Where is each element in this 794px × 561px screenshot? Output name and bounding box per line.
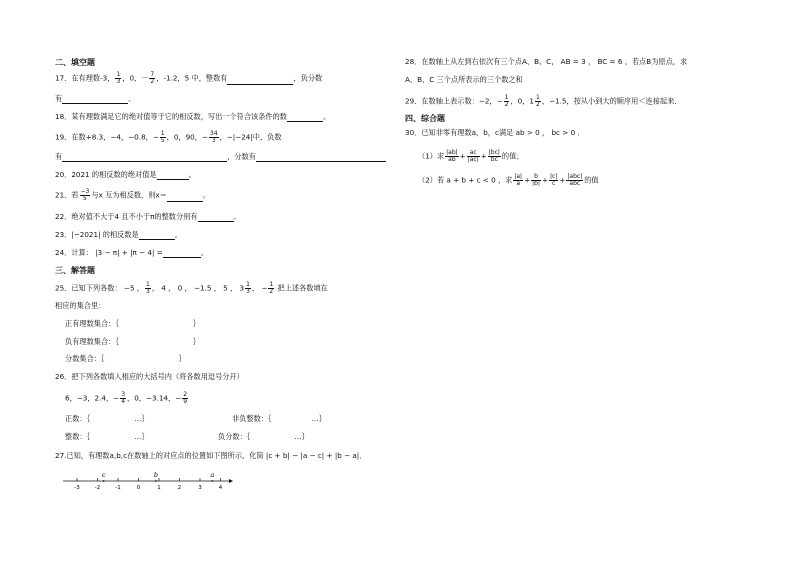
question-19: 19．在数+8.3，−4，−0.8，− $\frac{1}{5}$ ，0，90，− $\frac{34}{3}$ ，−|−24|中，负数 [55,130,282,144]
question-28-cont: A、B、C 三个点所表示的三个数之和 [405,75,523,84]
question-25-cont: 相应的集合里： [55,301,106,310]
answer-blank[interactable] [139,231,175,240]
set-negative-fractions: 负分数：｛ …｝ [218,432,309,441]
answer-blank[interactable] [167,193,203,202]
arrow-head-icon [229,479,233,483]
number-line-figure [63,470,233,492]
point-a [211,480,213,482]
question-26: 26．把下列各数填入相应的大括号内（将各数用逗号分开） [55,372,244,381]
answer-blank[interactable] [62,95,128,104]
set-nonneg-integers: 非负整数：｛ …｝ [232,414,326,423]
answer-blank[interactable] [287,113,323,122]
axis-tick-label: -3 [74,485,80,491]
question-23: 23．|−2021| 的相反数是 。 [55,230,182,239]
axis-tick-label: -1 [115,485,121,491]
question-30-part1: （1）求 $\frac{|ab|}{ab}$ + $\frac{ac}{|ac|}$ + $\frac{|bc|}{bc}$ 的值； [418,149,524,163]
answer-blank[interactable] [163,249,201,258]
question-20: 20．2021 的相反数的绝对值是 。 [55,170,196,179]
answer-blank[interactable] [256,153,386,162]
question-17: 17．在有理数-3， $\frac{1}{3}$ ，0，－ $\frac{7}{2}$ ，-1.2，5 中，整数有 ，负分数 [55,71,323,85]
axis-tick-label: 1 [157,485,161,491]
point-label-a: a [210,471,215,479]
question-24: 24．计算： |3 − π| + |π − 4| = 。 [55,248,208,257]
axis-tick-label: 4 [218,485,223,491]
question-27: 27.已知，有理数a,b,c在数轴上的对应点的位置如下图所示，化简 |c + b| − |a − c| + |b − a|． [55,451,367,460]
axis-tick-label: 0 [136,485,141,491]
point-label-c: c [101,471,106,479]
section-solve-title: 三、解答题 [55,266,95,275]
set-fraction: 分数集合：｛ ｝ [65,354,186,363]
point-b [155,480,157,482]
question-30-part2: （2）若 a + b + c < 0 ，求 $\frac{|a|}{a}$ + $\frac{b}{|b|}$ + $\frac{|c|}{c}$ + $\frac{\text{|abc|}}{\text{abc}}$ 的值 [418,173,599,187]
question-17-cont: 有 。 [55,94,136,103]
question-30: 30．已知非零有理数a，b，c满足 ab > 0 ， bc > 0 ． [405,128,585,137]
axis-tick-label: 2 [177,485,182,491]
answer-blank[interactable] [157,171,189,180]
set-positive-numbers: 正数：｛ …｝ [65,414,149,423]
question-18: 18．某有理数满足它的绝对值等于它的相反数，写出一个符合该条件的数 。 [55,112,331,121]
question-19-cont: 有 ，分数有 [55,152,386,162]
question-29: 29．在数轴上表示数：−2，− $\frac{1}{2}$ ，0，1 $\frac{1}{2}$ ，−1.5，按从小到大的顺序用＜连接起来． [405,94,682,108]
axis-tick-label: -2 [94,485,101,491]
answer-blank[interactable] [198,213,234,222]
question-21: 21．若 $\frac{-3}{5}$ 与x 互为相反数，则x＝ 。 [55,188,211,202]
question-26-numbers: 6，−3，2.4，− $\frac{3}{4}$ ，0，−3.14，− $\frac{2}{9}$ [65,391,188,405]
axis-tick-label: 3 [198,485,202,491]
point-c [103,480,105,482]
point-label-b: b [153,471,159,479]
question-25: 25．已知下列各数： −5 ， $\frac{1}{3}$ ， 4 ， 0 ， −1.5 ， 5 ， 3 $\frac{1}{3}$ ， − $\frac{1}{2}$ 把上述各数填在 [55,281,328,295]
answer-blank[interactable] [227,76,293,85]
set-positive: 正有理数集合：｛ ｝ [65,319,201,328]
question-28: 28．在数轴上从左到右依次有三个点A、B、C， AB = 3 ， BC = 6 ，若点B为原点，求 [405,57,688,66]
set-negative: 负有理数集合：｛ ｝ [65,337,201,346]
question-22: 22．绝对值不大于4 且不小于π的整数分别有 。 [55,212,241,221]
set-integers: 整数：｛ …｝ [65,432,149,441]
section-fill-blank-title: 二、填空题 [55,58,95,67]
section-comprehensive-title: 四、综合题 [405,114,445,123]
answer-blank[interactable] [62,153,227,162]
